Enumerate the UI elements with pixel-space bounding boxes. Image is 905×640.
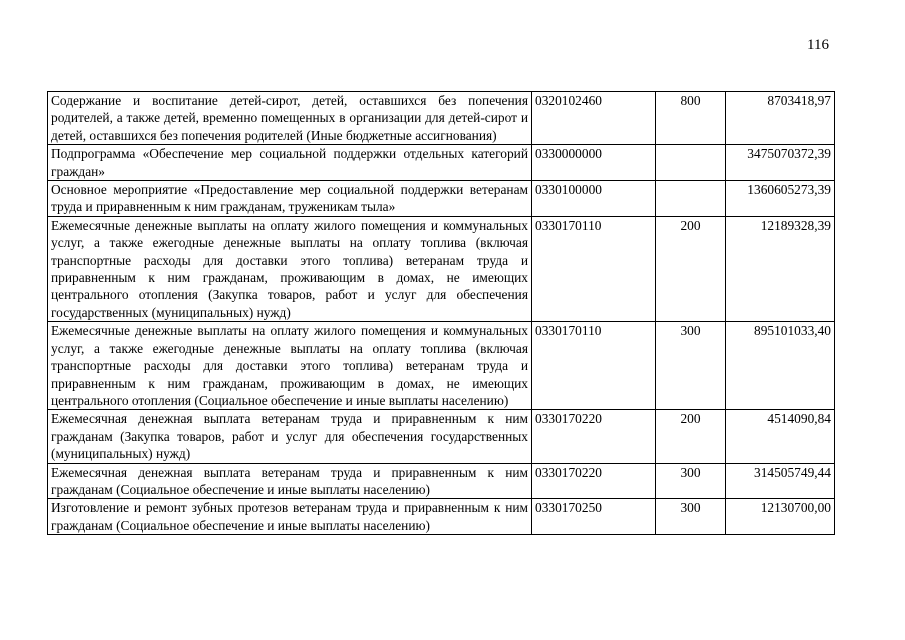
row-expense-type: 300 (656, 463, 726, 499)
table-row (48, 145, 835, 181)
row-description: Ежемесячная денежная выплата ветеранам труда и приравненным к ним гражданам (Закупка товаров, работ и услуг для обеспечения государственных (муниципальных) нужд) (48, 410, 532, 463)
row-expense-type: 200 (656, 216, 726, 321)
row-expense-type: 300 (656, 499, 726, 535)
row-description: Ежемесячная денежная выплата ветеранам труда и приравненным к ним гражданам (Социальное обеспечение и иные выплаты населению) (48, 463, 532, 499)
row-description: Ежемесячные денежные выплаты на оплату жилого помещения и коммунальных услуг, а также ежегодные денежные выплаты на оплату топлива (включая транспортные расходы для доставки этого топлива) ветеранам труда и приравненным к ним гражданам, проживающим в домах, не имеющих центрального отопления (Закупка товаров, работ и услуг для обеспечения государственных (муниципальных) нужд) (48, 216, 532, 321)
row-description: Подпрограмма «Обеспечение мер социальной поддержки отдельных категорий граждан» (48, 145, 532, 181)
row-target-code: 0330000000 (532, 145, 656, 181)
row-target-code: 0320102460 (532, 92, 656, 145)
row-expense-type: 200 (656, 410, 726, 463)
row-expense-type (656, 145, 726, 181)
table-row (48, 92, 835, 145)
row-target-code: 0330170220 (532, 463, 656, 499)
row-target-code: 0330170110 (532, 322, 656, 410)
row-target-code: 0330170220 (532, 410, 656, 463)
row-amount: 1360605273,39 (726, 181, 835, 217)
row-expense-type: 800 (656, 92, 726, 145)
row-description: Изготовление и ремонт зубных протезов ветеранам труда и приравненным к ним гражданам (Социальное обеспечение и иные выплаты населению) (48, 499, 532, 535)
row-amount: 12189328,39 (726, 216, 835, 321)
row-amount: 3475070372,39 (726, 145, 835, 181)
table-row (48, 410, 835, 463)
row-target-code: 0330100000 (532, 181, 656, 217)
table-row (48, 181, 835, 217)
row-target-code: 0330170110 (532, 216, 656, 321)
row-description: Ежемесячные денежные выплаты на оплату жилого помещения и коммунальных услуг, а также ежегодные денежные выплаты на оплату топлива (включая транспортные расходы для доставки этого топлива) ветеранам труда и приравненным к ним гражданам, проживающим в домах, не имеющих центрального отопления (Социальное обеспечение и иные выплаты населению) (48, 322, 532, 410)
budget-table (47, 91, 835, 535)
row-amount: 895101033,40 (726, 322, 835, 410)
row-amount: 314505749,44 (726, 463, 835, 499)
row-expense-type (656, 181, 726, 217)
row-description: Основное мероприятие «Предоставление мер социальной поддержки ветеранам труда и приравненным к ним гражданам, труженикам тыла» (48, 181, 532, 217)
row-target-code: 0330170250 (532, 499, 656, 535)
row-amount: 8703418,97 (726, 92, 835, 145)
row-amount: 12130700,00 (726, 499, 835, 535)
table-row (48, 216, 835, 321)
row-amount: 4514090,84 (726, 410, 835, 463)
page-number: 116 (807, 37, 829, 53)
row-description: Содержание и воспитание детей-сирот, детей, оставшихся без попечения родителей, а также детей, временно помещенных в организации для детей-сирот и детей, оставшихся без попечения родителей (Иные бюджетные ассигнования) (48, 92, 532, 145)
table-row (48, 322, 835, 410)
table-row (48, 499, 835, 535)
row-expense-type: 300 (656, 322, 726, 410)
table-row (48, 463, 835, 499)
